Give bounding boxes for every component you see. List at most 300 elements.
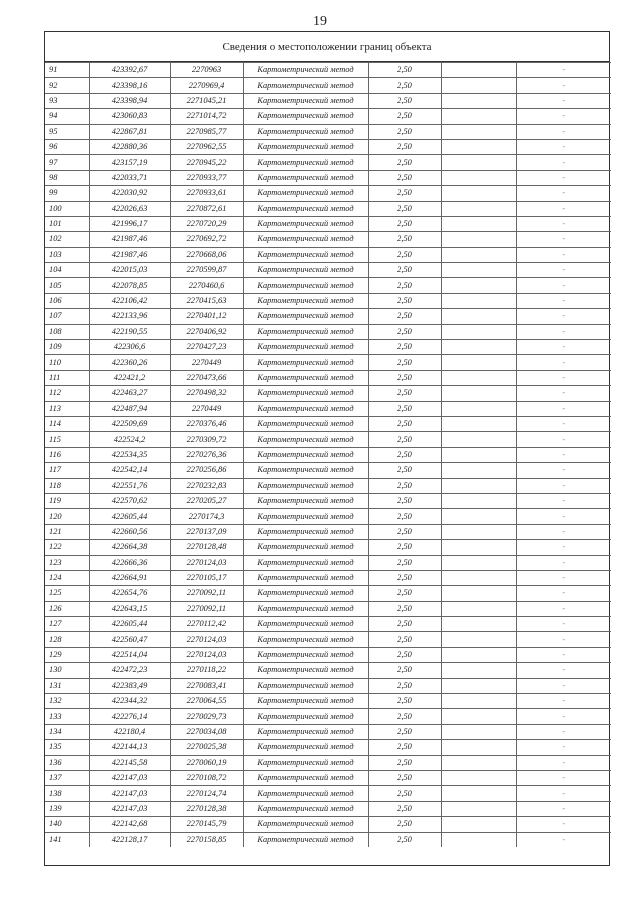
y-coordinate-cell: 2270124,74 <box>170 786 243 801</box>
note-cell: - <box>516 555 611 570</box>
accuracy-cell: 2,50 <box>368 186 441 201</box>
point-number-cell: 136 <box>45 755 89 770</box>
point-number-cell: 92 <box>45 78 89 93</box>
method-cell: Картометрический метод <box>243 78 368 93</box>
table-row <box>45 770 611 785</box>
point-number-cell: 138 <box>45 786 89 801</box>
x-coordinate-cell: 422276,14 <box>89 709 170 724</box>
note-cell: - <box>516 509 611 524</box>
description-cell <box>441 309 516 324</box>
y-coordinate-cell: 2270158,85 <box>170 832 243 847</box>
method-cell: Картометрический метод <box>243 709 368 724</box>
accuracy-cell: 2,50 <box>368 724 441 739</box>
point-number-cell: 105 <box>45 278 89 293</box>
point-number-cell: 120 <box>45 509 89 524</box>
description-cell <box>441 524 516 539</box>
y-coordinate-cell: 2270945,22 <box>170 155 243 170</box>
accuracy-cell: 2,50 <box>368 386 441 401</box>
x-coordinate-cell: 423157,19 <box>89 155 170 170</box>
note-cell: - <box>516 324 611 339</box>
point-number-cell: 137 <box>45 770 89 785</box>
note-cell: - <box>516 232 611 247</box>
note-cell: - <box>516 124 611 139</box>
accuracy-cell: 2,50 <box>368 63 441 78</box>
method-cell: Картометрический метод <box>243 570 368 585</box>
note-cell: - <box>516 386 611 401</box>
table-row <box>45 678 611 693</box>
note-cell: - <box>516 109 611 124</box>
method-cell: Картометрический метод <box>243 201 368 216</box>
note-cell: - <box>516 416 611 431</box>
description-cell <box>441 786 516 801</box>
x-coordinate-cell: 422144,13 <box>89 740 170 755</box>
method-cell: Картометрический метод <box>243 293 368 308</box>
method-cell: Картометрический метод <box>243 124 368 139</box>
method-cell: Картометрический метод <box>243 755 368 770</box>
table-row <box>45 186 611 201</box>
table-row <box>45 694 611 709</box>
method-cell: Картометрический метод <box>243 524 368 539</box>
accuracy-cell: 2,50 <box>368 509 441 524</box>
page-number: 19 <box>313 14 327 29</box>
accuracy-cell: 2,50 <box>368 524 441 539</box>
x-coordinate-cell: 422360,26 <box>89 355 170 370</box>
method-cell: Картометрический метод <box>243 832 368 847</box>
note-cell: - <box>516 832 611 847</box>
accuracy-cell: 2,50 <box>368 401 441 416</box>
method-cell: Картометрический метод <box>243 186 368 201</box>
x-coordinate-cell: 422015,03 <box>89 263 170 278</box>
table-body <box>45 63 611 847</box>
method-cell: Картометрический метод <box>243 724 368 739</box>
method-cell: Картометрический метод <box>243 632 368 647</box>
x-coordinate-cell: 421987,46 <box>89 247 170 262</box>
table-row <box>45 524 611 539</box>
y-coordinate-cell: 2270720,29 <box>170 216 243 231</box>
point-number-cell: 124 <box>45 570 89 585</box>
point-number-cell: 95 <box>45 124 89 139</box>
description-cell <box>441 663 516 678</box>
table-row <box>45 93 611 108</box>
table-row <box>45 832 611 847</box>
table-row <box>45 540 611 555</box>
point-number-cell: 109 <box>45 340 89 355</box>
note-cell: - <box>516 524 611 539</box>
note-cell: - <box>516 278 611 293</box>
method-cell: Картометрический метод <box>243 617 368 632</box>
method-cell: Картометрический метод <box>243 493 368 508</box>
table-row <box>45 247 611 262</box>
note-cell: - <box>516 678 611 693</box>
x-coordinate-cell: 422605,44 <box>89 617 170 632</box>
method-cell: Картометрический метод <box>243 509 368 524</box>
table-row <box>45 786 611 801</box>
point-number-cell: 128 <box>45 632 89 647</box>
y-coordinate-cell: 2271045,21 <box>170 93 243 108</box>
point-number-cell: 141 <box>45 832 89 847</box>
note-cell: - <box>516 817 611 832</box>
accuracy-cell: 2,50 <box>368 263 441 278</box>
table-row <box>45 201 611 216</box>
point-number-cell: 91 <box>45 63 89 78</box>
method-cell: Картометрический метод <box>243 694 368 709</box>
y-coordinate-cell: 2270064,55 <box>170 694 243 709</box>
point-number-cell: 96 <box>45 139 89 154</box>
table-row <box>45 617 611 632</box>
note-cell: - <box>516 755 611 770</box>
method-cell: Картометрический метод <box>243 601 368 616</box>
x-coordinate-cell: 422666,36 <box>89 555 170 570</box>
description-cell <box>441 724 516 739</box>
point-number-cell: 100 <box>45 201 89 216</box>
note-cell: - <box>516 493 611 508</box>
description-cell <box>441 263 516 278</box>
point-number-cell: 106 <box>45 293 89 308</box>
table-row <box>45 509 611 524</box>
description-cell <box>441 555 516 570</box>
accuracy-cell: 2,50 <box>368 555 441 570</box>
table-row <box>45 139 611 154</box>
point-number-cell: 93 <box>45 93 89 108</box>
x-coordinate-cell: 422133,96 <box>89 309 170 324</box>
point-number-cell: 114 <box>45 416 89 431</box>
note-cell: - <box>516 632 611 647</box>
x-coordinate-cell: 422605,44 <box>89 509 170 524</box>
note-cell: - <box>516 801 611 816</box>
section-title: Сведения о местоположении границ объекта <box>45 32 609 62</box>
accuracy-cell: 2,50 <box>368 416 441 431</box>
accuracy-cell: 2,50 <box>368 632 441 647</box>
description-cell <box>441 93 516 108</box>
note-cell: - <box>516 770 611 785</box>
table-row <box>45 724 611 739</box>
y-coordinate-cell: 2271014,72 <box>170 109 243 124</box>
method-cell: Картометрический метод <box>243 324 368 339</box>
accuracy-cell: 2,50 <box>368 370 441 385</box>
y-coordinate-cell: 2270232,83 <box>170 478 243 493</box>
x-coordinate-cell: 422033,71 <box>89 170 170 185</box>
description-cell <box>441 124 516 139</box>
note-cell: - <box>516 786 611 801</box>
x-coordinate-cell: 422654,76 <box>89 586 170 601</box>
point-number-cell: 99 <box>45 186 89 201</box>
method-cell: Картометрический метод <box>243 63 368 78</box>
accuracy-cell: 2,50 <box>368 293 441 308</box>
x-coordinate-cell: 422190,55 <box>89 324 170 339</box>
x-coordinate-cell: 421987,46 <box>89 232 170 247</box>
accuracy-cell: 2,50 <box>368 109 441 124</box>
point-number-cell: 119 <box>45 493 89 508</box>
table-row <box>45 340 611 355</box>
x-coordinate-cell: 422147,03 <box>89 770 170 785</box>
y-coordinate-cell: 2270124,03 <box>170 632 243 647</box>
accuracy-cell: 2,50 <box>368 570 441 585</box>
description-cell <box>441 647 516 662</box>
method-cell: Картометрический метод <box>243 432 368 447</box>
x-coordinate-cell: 423398,94 <box>89 93 170 108</box>
y-coordinate-cell: 2270668,06 <box>170 247 243 262</box>
method-cell: Картометрический метод <box>243 416 368 431</box>
table-row <box>45 155 611 170</box>
point-number-cell: 129 <box>45 647 89 662</box>
description-cell <box>441 293 516 308</box>
note-cell: - <box>516 139 611 154</box>
x-coordinate-cell: 423392,67 <box>89 63 170 78</box>
method-cell: Картометрический метод <box>243 355 368 370</box>
y-coordinate-cell: 2270599,87 <box>170 263 243 278</box>
note-cell: - <box>516 647 611 662</box>
accuracy-cell: 2,50 <box>368 463 441 478</box>
method-cell: Картометрический метод <box>243 155 368 170</box>
y-coordinate-cell: 2270108,72 <box>170 770 243 785</box>
point-number-cell: 104 <box>45 263 89 278</box>
y-coordinate-cell: 2270963 <box>170 63 243 78</box>
table-row <box>45 740 611 755</box>
table-row <box>45 755 611 770</box>
note-cell: - <box>516 155 611 170</box>
accuracy-cell: 2,50 <box>368 355 441 370</box>
accuracy-cell: 2,50 <box>368 170 441 185</box>
point-number-cell: 112 <box>45 386 89 401</box>
y-coordinate-cell: 2270415,63 <box>170 293 243 308</box>
description-cell <box>441 324 516 339</box>
description-cell <box>441 678 516 693</box>
x-coordinate-cell: 422509,69 <box>89 416 170 431</box>
y-coordinate-cell: 2270174,3 <box>170 509 243 524</box>
table-row <box>45 586 611 601</box>
x-coordinate-cell: 422472,23 <box>89 663 170 678</box>
x-coordinate-cell: 422180,4 <box>89 724 170 739</box>
y-coordinate-cell: 2270137,09 <box>170 524 243 539</box>
description-cell <box>441 463 516 478</box>
y-coordinate-cell: 2270985,77 <box>170 124 243 139</box>
method-cell: Картометрический метод <box>243 786 368 801</box>
note-cell: - <box>516 447 611 462</box>
x-coordinate-cell: 422421,2 <box>89 370 170 385</box>
table-row <box>45 555 611 570</box>
y-coordinate-cell: 2270145,79 <box>170 817 243 832</box>
point-number-cell: 101 <box>45 216 89 231</box>
note-cell: - <box>516 78 611 93</box>
table-row <box>45 632 611 647</box>
method-cell: Картометрический метод <box>243 139 368 154</box>
x-coordinate-cell: 422147,03 <box>89 786 170 801</box>
description-cell <box>441 617 516 632</box>
accuracy-cell: 2,50 <box>368 93 441 108</box>
y-coordinate-cell: 2270933,77 <box>170 170 243 185</box>
point-number-cell: 117 <box>45 463 89 478</box>
note-cell: - <box>516 709 611 724</box>
accuracy-cell: 2,50 <box>368 709 441 724</box>
y-coordinate-cell: 2270969,4 <box>170 78 243 93</box>
point-number-cell: 125 <box>45 586 89 601</box>
accuracy-cell: 2,50 <box>368 832 441 847</box>
y-coordinate-cell: 2270034,08 <box>170 724 243 739</box>
point-number-cell: 127 <box>45 617 89 632</box>
point-number-cell: 140 <box>45 817 89 832</box>
x-coordinate-cell: 422524,2 <box>89 432 170 447</box>
table-row <box>45 170 611 185</box>
point-number-cell: 135 <box>45 740 89 755</box>
accuracy-cell: 2,50 <box>368 216 441 231</box>
point-number-cell: 122 <box>45 540 89 555</box>
method-cell: Картометрический метод <box>243 801 368 816</box>
note-cell: - <box>516 570 611 585</box>
table-row <box>45 801 611 816</box>
x-coordinate-cell: 422128,17 <box>89 832 170 847</box>
x-coordinate-cell: 422660,56 <box>89 524 170 539</box>
table-row <box>45 401 611 416</box>
note-cell: - <box>516 293 611 308</box>
coordinates-table <box>45 62 611 847</box>
table-row <box>45 817 611 832</box>
x-coordinate-cell: 422078,85 <box>89 278 170 293</box>
note-cell: - <box>516 478 611 493</box>
point-number-cell: 94 <box>45 109 89 124</box>
accuracy-cell: 2,50 <box>368 155 441 170</box>
accuracy-cell: 2,50 <box>368 309 441 324</box>
table-row <box>45 493 611 508</box>
note-cell: - <box>516 63 611 78</box>
table-row <box>45 447 611 462</box>
description-cell <box>441 201 516 216</box>
x-coordinate-cell: 422643,15 <box>89 601 170 616</box>
x-coordinate-cell: 422551,76 <box>89 478 170 493</box>
x-coordinate-cell: 422867,81 <box>89 124 170 139</box>
description-cell <box>441 186 516 201</box>
method-cell: Картометрический метод <box>243 309 368 324</box>
table-row <box>45 709 611 724</box>
note-cell: - <box>516 663 611 678</box>
table-row <box>45 293 611 308</box>
x-coordinate-cell: 422542,14 <box>89 463 170 478</box>
description-cell <box>441 709 516 724</box>
description-cell <box>441 801 516 816</box>
point-number-cell: 111 <box>45 370 89 385</box>
note-cell: - <box>516 463 611 478</box>
accuracy-cell: 2,50 <box>368 786 441 801</box>
table-row <box>45 263 611 278</box>
point-number-cell: 103 <box>45 247 89 262</box>
accuracy-cell: 2,50 <box>368 540 441 555</box>
method-cell: Картометрический метод <box>243 340 368 355</box>
note-cell: - <box>516 93 611 108</box>
accuracy-cell: 2,50 <box>368 740 441 755</box>
description-cell <box>441 586 516 601</box>
table-row <box>45 432 611 447</box>
point-number-cell: 102 <box>45 232 89 247</box>
table-row <box>45 416 611 431</box>
accuracy-cell: 2,50 <box>368 247 441 262</box>
x-coordinate-cell: 422664,38 <box>89 540 170 555</box>
note-cell: - <box>516 201 611 216</box>
point-number-cell: 123 <box>45 555 89 570</box>
x-coordinate-cell: 421996,17 <box>89 216 170 231</box>
accuracy-cell: 2,50 <box>368 801 441 816</box>
method-cell: Картометрический метод <box>243 170 368 185</box>
method-cell: Картометрический метод <box>243 817 368 832</box>
y-coordinate-cell: 2270118,22 <box>170 663 243 678</box>
description-cell <box>441 770 516 785</box>
note-cell: - <box>516 724 611 739</box>
accuracy-cell: 2,50 <box>368 770 441 785</box>
y-coordinate-cell: 2270498,32 <box>170 386 243 401</box>
point-number-cell: 126 <box>45 601 89 616</box>
description-cell <box>441 340 516 355</box>
note-cell: - <box>516 309 611 324</box>
point-number-cell: 115 <box>45 432 89 447</box>
y-coordinate-cell: 2270128,48 <box>170 540 243 555</box>
note-cell: - <box>516 540 611 555</box>
y-coordinate-cell: 2270401,12 <box>170 309 243 324</box>
table-row <box>45 647 611 662</box>
note-cell: - <box>516 617 611 632</box>
table-row <box>45 601 611 616</box>
y-coordinate-cell: 2270933,61 <box>170 186 243 201</box>
y-coordinate-cell: 2270060,19 <box>170 755 243 770</box>
accuracy-cell: 2,50 <box>368 478 441 493</box>
method-cell: Картометрический метод <box>243 555 368 570</box>
table-row <box>45 663 611 678</box>
note-cell: - <box>516 432 611 447</box>
description-cell <box>441 755 516 770</box>
description-cell <box>441 601 516 616</box>
x-coordinate-cell: 422514,04 <box>89 647 170 662</box>
note-cell: - <box>516 355 611 370</box>
y-coordinate-cell: 2270124,03 <box>170 555 243 570</box>
point-number-cell: 134 <box>45 724 89 739</box>
x-coordinate-cell: 422880,36 <box>89 139 170 154</box>
x-coordinate-cell: 422487,94 <box>89 401 170 416</box>
y-coordinate-cell: 2270092,11 <box>170 586 243 601</box>
note-cell: - <box>516 601 611 616</box>
accuracy-cell: 2,50 <box>368 139 441 154</box>
x-coordinate-cell: 423398,16 <box>89 78 170 93</box>
description-cell <box>441 78 516 93</box>
note-cell: - <box>516 370 611 385</box>
method-cell: Картометрический метод <box>243 216 368 231</box>
x-coordinate-cell: 422147,03 <box>89 801 170 816</box>
y-coordinate-cell: 2270376,46 <box>170 416 243 431</box>
accuracy-cell: 2,50 <box>368 340 441 355</box>
y-coordinate-cell: 2270309,72 <box>170 432 243 447</box>
point-number-cell: 130 <box>45 663 89 678</box>
method-cell: Картометрический метод <box>243 770 368 785</box>
point-number-cell: 98 <box>45 170 89 185</box>
method-cell: Картометрический метод <box>243 447 368 462</box>
x-coordinate-cell: 422306,6 <box>89 340 170 355</box>
table-row <box>45 370 611 385</box>
method-cell: Картометрический метод <box>243 370 368 385</box>
description-cell <box>441 740 516 755</box>
method-cell: Картометрический метод <box>243 463 368 478</box>
table-row <box>45 386 611 401</box>
description-cell <box>441 355 516 370</box>
method-cell: Картометрический метод <box>243 232 368 247</box>
method-cell: Картометрический метод <box>243 247 368 262</box>
description-cell <box>441 63 516 78</box>
accuracy-cell: 2,50 <box>368 124 441 139</box>
accuracy-cell: 2,50 <box>368 324 441 339</box>
description-cell <box>441 432 516 447</box>
accuracy-cell: 2,50 <box>368 817 441 832</box>
y-coordinate-cell: 2270449 <box>170 401 243 416</box>
table-row <box>45 124 611 139</box>
x-coordinate-cell: 422106,42 <box>89 293 170 308</box>
method-cell: Картометрический метод <box>243 663 368 678</box>
description-cell <box>441 232 516 247</box>
x-coordinate-cell: 422570,62 <box>89 493 170 508</box>
